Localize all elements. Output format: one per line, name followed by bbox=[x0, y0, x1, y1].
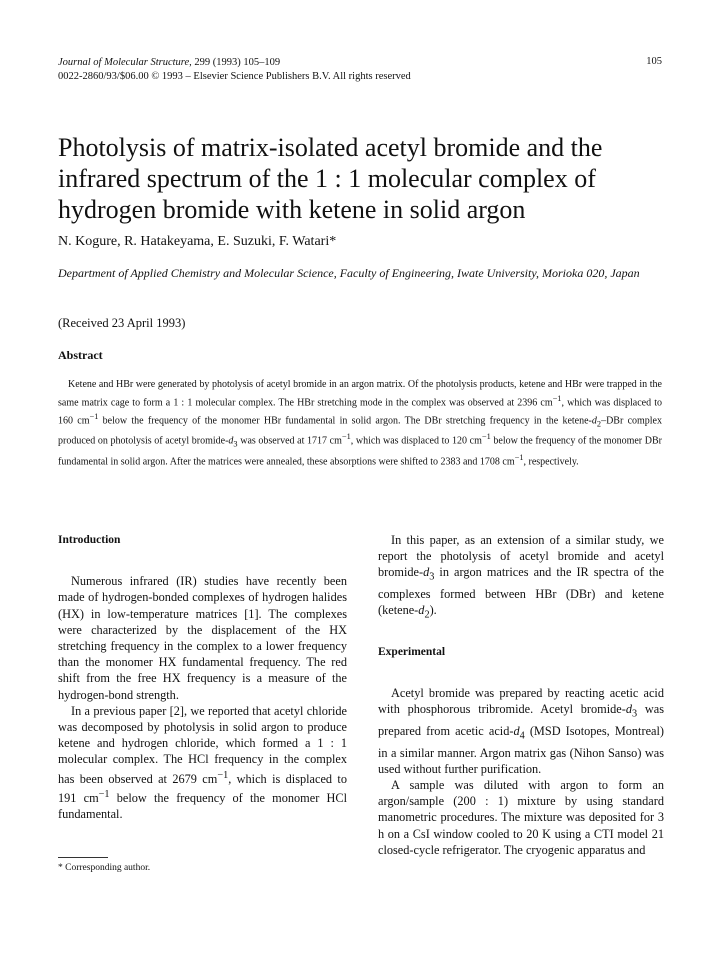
author-list: N. Kogure, R. Hatakeyama, E. Suzuki, F. Watari* bbox=[58, 234, 337, 249]
page-number: 105 bbox=[646, 56, 662, 67]
experimental-heading: Experimental bbox=[378, 645, 446, 658]
experimental-paragraph-1: Acetyl bromide was prepared by reacting acetic acid with phosphorous tribromide. Acetyl bromide-$d_3$ was prepared from acetic acid-$d_4$ (MSD Isotopes, Montreal) in a similar manner. Argon matrix gas (Nihon Sanso) was used without further purification. bbox=[378, 686, 664, 776]
intro-paragraph-1: Numerous infrared (IR) studies have recently been made of hydrogen-bonded complexes of hydrogen halides (HX) in low-temperature matrices [1]. The complexes were characterized by the displacement of the HX stretching frequency in the complex to a lower frequency than the monomer HX fundamental frequency. The red shift from the free HX frequency is a measure of the hydrogen-bond strength. bbox=[58, 574, 347, 702]
left-column bbox=[58, 532, 347, 822]
received-date: (Received 23 April 1993) bbox=[58, 316, 186, 330]
intro-paragraph-2: In a previous paper [2], we reported that acetyl chloride was decomposed by photolysis in solid argon to produce ketene and hydrogen chloride, which formed a 1 : 1 molecular complex. The HCl frequency in the complex has been observed at 2679 $cm^{-1}$, which is displaced to 191 $cm^{-1}$ below the frequency of the monomer HCl fundamental. bbox=[58, 703, 347, 822]
right-column bbox=[378, 532, 664, 858]
running-header bbox=[58, 56, 411, 84]
journal-citation: Journal of Molecular Structure, 299 (1993) 105–109 bbox=[58, 57, 281, 68]
abstract-body: Ketene and HBr were generated by photolysis of acetyl bromide in an argon matrix. Of the photolysis products, ketene and HBr were trapped in the same matrix cage to form a 1 : 1 molecular complex. The HBr stretching mode in the complex was observed at 2396 $cm^{-1}$, which was displaced to 160 $cm^{-1}$ below the frequency of the monomer HBr fundamental in solid argon. The DBr stretching frequency in the ketene-$d_2$–DBr complex produced on photolysis of acetyl bromide-$d_3$ was observed at 1717 $cm^{-1}$, which was displaced to 120 $cm^{-1}$ below the frequency of the monomer DBr fundamental in solid argon. After the matrices were annealed, these absorptions were shifted to 2383 and 1708 $cm^{-1}$, respectively. bbox=[58, 379, 662, 468]
introduction-heading: Introduction bbox=[58, 534, 121, 546]
footnote: * Corresponding author. bbox=[58, 863, 151, 873]
copyright-line: 0022-2860/93/$06.00 © 1993 – Elsevier Science Publishers B.V. All rights reserved bbox=[58, 71, 411, 82]
affiliation: Department of Applied Chemistry and Molecular Science, Faculty of Engineering, Iwate University, Morioka 020, Japan bbox=[58, 266, 640, 280]
article-title: Photolysis of matrix-isolated acetyl bromide and the infrared spectrum of the 1 : 1 molecular complex of hydrogen bromide with ketene in solid argon bbox=[58, 133, 603, 224]
experimental-paragraph-2: A sample was diluted with argon to form an argon/sample (200 : 1) mixture by using standard manometric procedures. The mixture was deposited for 3 h on a CsI window cooled to 20 K using a CTI model 21 closed-cycle refrigerator. The cryogenic apparatus and bbox=[378, 778, 664, 857]
footnote-rule bbox=[58, 857, 108, 858]
intro-paragraph-3: In this paper, as an extension of a similar study, we report the photolysis of acetyl bromide and acetyl bromide-$d_3$ in argon matrices and the IR spectra of the complexes formed between HBr (DBr) and ketene $(ketene-d_2)$. bbox=[378, 533, 664, 621]
abstract-heading: Abstract bbox=[58, 348, 103, 362]
